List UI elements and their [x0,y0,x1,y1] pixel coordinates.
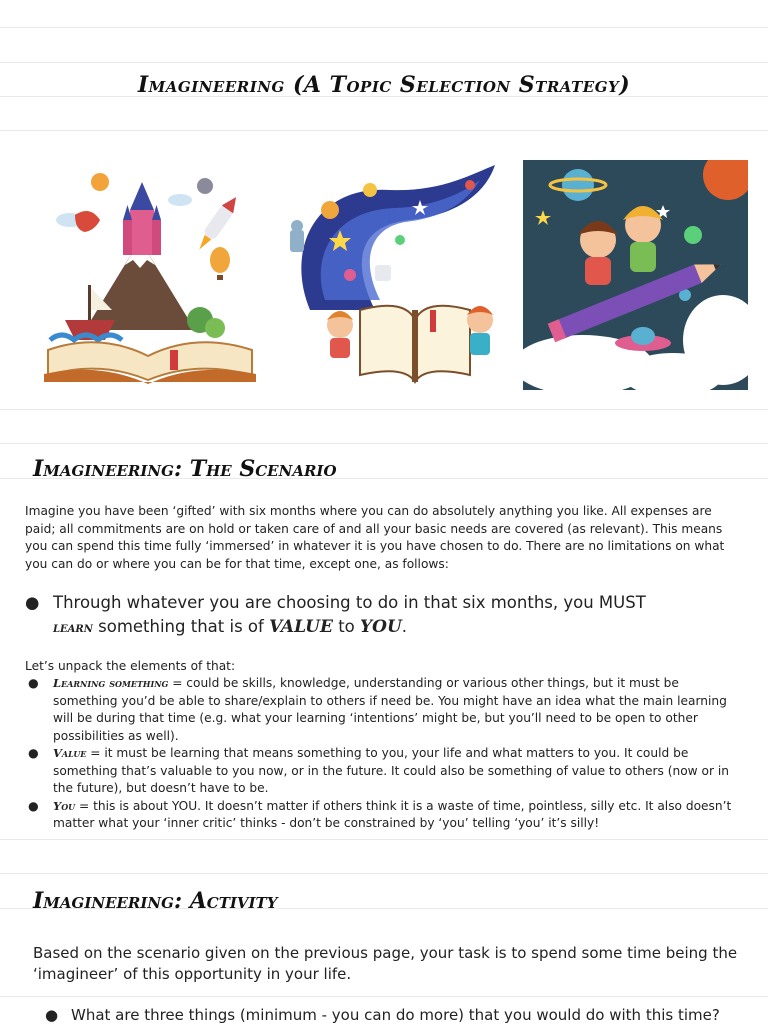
rule-end: . [401,617,408,636]
list-item [25,745,740,798]
list-item [25,798,740,833]
kids-riding-pencil-space-illustration [523,160,748,390]
element-term: You [53,798,76,813]
element-text: = it must be learning that means something to you, your life and what matters to you. It could be something that’s valuable to you now, or in the future. It could also be something of value to others (now or in the future), but doesn’t have to be. [53,746,729,795]
element-text: = could be skills, knowledge, understanding or various other things, but it must be something you’d be able to share/explain to others if need be. You might have an idea what the main learning will be during that time (e.g. what your learning ‘intentions’ might be, but you’ll need to be open to other possibilities as well). [53,676,727,743]
ruled-line [0,443,768,444]
activity-intro: Based on the scenario given on the previous page, your task is to spend some time being the ‘imagineer’ of this opportunity in your life. [33,944,738,983]
scenario-rule-text [53,591,745,640]
elements-list [25,675,740,833]
rule-part2: something that is of [98,617,264,636]
ruled-line [0,62,768,63]
scenario-rule [25,591,745,640]
scenario-heading: Imagineering: The Scenario [33,456,337,482]
activity-question [33,1005,753,1026]
bullet-dot: ● [25,593,40,612]
element-term: Value [53,746,87,760]
page-title: Imagineering (A Topic Selection Strategy) [137,72,631,98]
element-term: Learning something [53,676,169,690]
list-item [25,675,740,745]
rule-value: VALUE [269,617,333,637]
ruled-line [0,130,768,131]
book-space-swirl-illustration [280,160,500,390]
rule-part1: Through whatever you are choosing to do in that six months, you MUST [53,593,646,612]
scenario-intro: Imagine you have been ‘gifted’ with six months where you can do absolutely anything you like. All expenses are paid; all commitments are on hold or taken care of and all your basic needs are covered (as relevant). This means you can spend this time fully ‘immersed’ in whatever it is you have chosen to do. There are no limitations on what you can do or where you can be for that time, except one, as follows: [25,504,725,571]
rule-you: YOU [360,617,402,637]
element-text: = this is about YOU. It doesn’t matter if others think it is a waste of time, pointless, silly etc. It also doesn’t matter what your ‘inner critic’ thinks - don’t be constrained by ‘you’ telling ‘you’ it’s silly! [53,798,732,830]
bullet-dot: ● [28,798,39,813]
open-book-castle-illustration [30,160,270,390]
ruled-line [0,409,768,410]
bullet-dot: ● [28,676,39,690]
bullet-dot: ● [28,746,39,760]
activity-question-text: What are three things (minimum - you can do more) that you would do with this time? [71,1006,720,1024]
ruled-line [0,839,768,840]
activity-heading: Imagineering: Activity [33,888,278,914]
rule-learn: learn [53,620,93,636]
unpack-intro: Let’s unpack the elements of that: [25,659,236,673]
ruled-line [0,27,768,28]
rule-part3: to [338,617,355,636]
ruled-line [0,996,768,997]
bullet-dot: ● [45,1006,59,1024]
ruled-line [0,873,768,874]
